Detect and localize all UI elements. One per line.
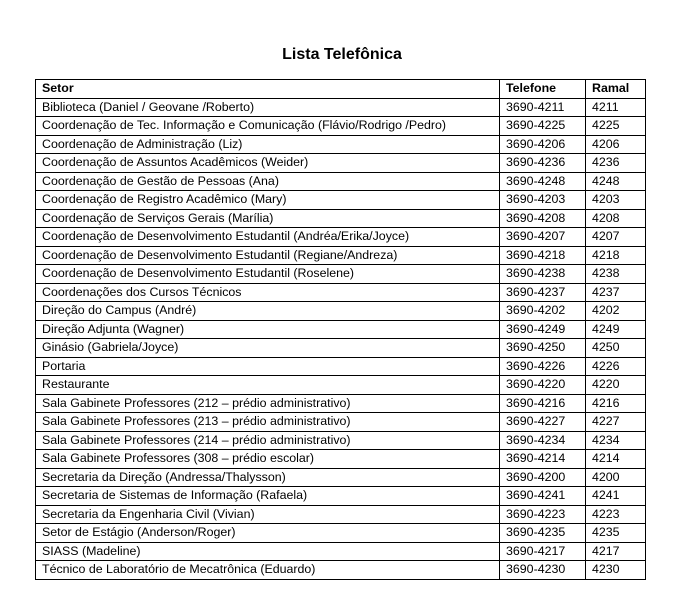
cell-ramal: 4248 bbox=[586, 172, 646, 191]
table-row bbox=[36, 135, 646, 154]
cell-telefone: 3690-4235 bbox=[500, 524, 586, 543]
header-telefone: Telefone bbox=[500, 80, 586, 99]
cell-setor: Coordenação de Assuntos Acadêmicos (Weider) bbox=[36, 154, 500, 173]
cell-ramal: 4226 bbox=[586, 357, 646, 376]
cell-setor: Coordenações dos Cursos Técnicos bbox=[36, 283, 500, 302]
cell-setor: Secretaria da Engenharia Civil (Vivian) bbox=[36, 505, 500, 524]
cell-setor: Coordenação de Registro Acadêmico (Mary) bbox=[36, 191, 500, 210]
cell-telefone: 3690-4238 bbox=[500, 265, 586, 284]
cell-telefone: 3690-4216 bbox=[500, 394, 586, 413]
table-row bbox=[36, 320, 646, 339]
cell-setor: Biblioteca (Daniel / Geovane /Roberto) bbox=[36, 98, 500, 117]
cell-ramal: 4203 bbox=[586, 191, 646, 210]
table-row bbox=[36, 209, 646, 228]
cell-setor: Técnico de Laboratório de Mecatrônica (Eduardo) bbox=[36, 561, 500, 580]
cell-telefone: 3690-4203 bbox=[500, 191, 586, 210]
cell-setor: Ginásio (Gabriela/Joyce) bbox=[36, 339, 500, 358]
table-row bbox=[36, 505, 646, 524]
table-row bbox=[36, 450, 646, 469]
cell-ramal: 4211 bbox=[586, 98, 646, 117]
cell-ramal: 4218 bbox=[586, 246, 646, 265]
cell-telefone: 3690-4237 bbox=[500, 283, 586, 302]
table-row bbox=[36, 117, 646, 136]
table-row bbox=[36, 542, 646, 561]
cell-telefone: 3690-4226 bbox=[500, 357, 586, 376]
cell-setor: Direção Adjunta (Wagner) bbox=[36, 320, 500, 339]
cell-ramal: 4238 bbox=[586, 265, 646, 284]
cell-setor: Sala Gabinete Professores (213 – prédio administrativo) bbox=[36, 413, 500, 432]
table-row bbox=[36, 413, 646, 432]
cell-ramal: 4241 bbox=[586, 487, 646, 506]
cell-telefone: 3690-4230 bbox=[500, 561, 586, 580]
table-header-row bbox=[36, 80, 646, 99]
table-row bbox=[36, 265, 646, 284]
cell-ramal: 4202 bbox=[586, 302, 646, 321]
table-row bbox=[36, 228, 646, 247]
cell-setor: Coordenação de Administração (Liz) bbox=[36, 135, 500, 154]
cell-telefone: 3690-4223 bbox=[500, 505, 586, 524]
cell-telefone: 3690-4220 bbox=[500, 376, 586, 395]
table-row bbox=[36, 283, 646, 302]
table-row bbox=[36, 154, 646, 173]
cell-ramal: 4220 bbox=[586, 376, 646, 395]
cell-telefone: 3690-4206 bbox=[500, 135, 586, 154]
cell-setor: Direção do Campus (André) bbox=[36, 302, 500, 321]
table-row bbox=[36, 487, 646, 506]
cell-telefone: 3690-4218 bbox=[500, 246, 586, 265]
cell-setor: Coordenação de Tec. Informação e Comunicação (Flávio/Rodrigo /Pedro) bbox=[36, 117, 500, 136]
header-ramal: Ramal bbox=[586, 80, 646, 99]
cell-telefone: 3690-4214 bbox=[500, 450, 586, 469]
cell-ramal: 4234 bbox=[586, 431, 646, 450]
table-row bbox=[36, 98, 646, 117]
cell-setor: Secretaria de Sistemas de Informação (Rafaela) bbox=[36, 487, 500, 506]
cell-setor: Portaria bbox=[36, 357, 500, 376]
cell-telefone: 3690-4248 bbox=[500, 172, 586, 191]
cell-ramal: 4236 bbox=[586, 154, 646, 173]
cell-telefone: 3690-4207 bbox=[500, 228, 586, 247]
cell-ramal: 4206 bbox=[586, 135, 646, 154]
cell-telefone: 3690-4202 bbox=[500, 302, 586, 321]
table-row bbox=[36, 376, 646, 395]
cell-telefone: 3690-4211 bbox=[500, 98, 586, 117]
table-row bbox=[36, 524, 646, 543]
cell-telefone: 3690-4225 bbox=[500, 117, 586, 136]
header-setor: Setor bbox=[36, 80, 500, 99]
cell-ramal: 4227 bbox=[586, 413, 646, 432]
cell-setor: Sala Gabinete Professores (308 – prédio escolar) bbox=[36, 450, 500, 469]
table-row bbox=[36, 339, 646, 358]
cell-setor: SIASS (Madeline) bbox=[36, 542, 500, 561]
table-row bbox=[36, 561, 646, 580]
cell-telefone: 3690-4200 bbox=[500, 468, 586, 487]
table-row bbox=[36, 468, 646, 487]
cell-telefone: 3690-4236 bbox=[500, 154, 586, 173]
cell-ramal: 4208 bbox=[586, 209, 646, 228]
table-row bbox=[36, 246, 646, 265]
table-row bbox=[36, 191, 646, 210]
table-row bbox=[36, 357, 646, 376]
cell-ramal: 4250 bbox=[586, 339, 646, 358]
table-body bbox=[36, 98, 646, 579]
cell-ramal: 4216 bbox=[586, 394, 646, 413]
cell-telefone: 3690-4250 bbox=[500, 339, 586, 358]
cell-telefone: 3690-4234 bbox=[500, 431, 586, 450]
cell-setor: Coordenação de Serviços Gerais (Marília) bbox=[36, 209, 500, 228]
table-row bbox=[36, 394, 646, 413]
cell-setor: Coordenação de Desenvolvimento Estudantil (Andréa/Erika/Joyce) bbox=[36, 228, 500, 247]
cell-ramal: 4249 bbox=[586, 320, 646, 339]
cell-ramal: 4214 bbox=[586, 450, 646, 469]
cell-setor: Restaurante bbox=[36, 376, 500, 395]
cell-ramal: 4235 bbox=[586, 524, 646, 543]
cell-telefone: 3690-4208 bbox=[500, 209, 586, 228]
cell-ramal: 4225 bbox=[586, 117, 646, 136]
cell-ramal: 4230 bbox=[586, 561, 646, 580]
cell-ramal: 4223 bbox=[586, 505, 646, 524]
cell-setor: Sala Gabinete Professores (212 – prédio administrativo) bbox=[36, 394, 500, 413]
cell-telefone: 3690-4241 bbox=[500, 487, 586, 506]
cell-ramal: 4217 bbox=[586, 542, 646, 561]
table-row bbox=[36, 172, 646, 191]
cell-telefone: 3690-4227 bbox=[500, 413, 586, 432]
cell-ramal: 4207 bbox=[586, 228, 646, 247]
cell-setor: Coordenação de Gestão de Pessoas (Ana) bbox=[36, 172, 500, 191]
cell-telefone: 3690-4217 bbox=[500, 542, 586, 561]
phone-list-table bbox=[35, 79, 646, 580]
cell-ramal: 4237 bbox=[586, 283, 646, 302]
cell-ramal: 4200 bbox=[586, 468, 646, 487]
cell-setor: Sala Gabinete Professores (214 – prédio administrativo) bbox=[36, 431, 500, 450]
table-row bbox=[36, 431, 646, 450]
cell-telefone: 3690-4249 bbox=[500, 320, 586, 339]
table-row bbox=[36, 302, 646, 321]
cell-setor: Coordenação de Desenvolvimento Estudantil (Roselene) bbox=[36, 265, 500, 284]
page-title: Lista Telefônica bbox=[282, 46, 402, 63]
cell-setor: Setor de Estágio (Anderson/Roger) bbox=[36, 524, 500, 543]
cell-setor: Coordenação de Desenvolvimento Estudantil (Regiane/Andreza) bbox=[36, 246, 500, 265]
cell-setor: Secretaria da Direção (Andressa/Thalysson) bbox=[36, 468, 500, 487]
